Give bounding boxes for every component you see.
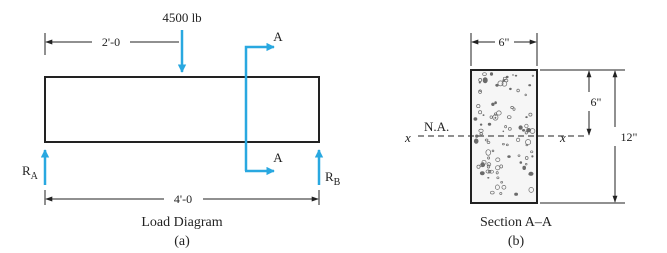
aggregate-particle	[531, 155, 533, 157]
aggregate-particle	[480, 171, 485, 175]
half-depth-dimension	[589, 71, 602, 135]
aggregate-particle	[474, 139, 479, 144]
point-load	[162, 10, 201, 72]
axis-right-label: x	[560, 130, 566, 145]
aggregate-particle	[479, 82, 481, 84]
aggregate-particle	[522, 166, 526, 170]
aggregate-particle	[515, 75, 517, 77]
load-label: 4500 lb	[162, 10, 202, 25]
aggregate-particle	[509, 88, 512, 90]
aggregate-particle	[474, 117, 478, 120]
aggregate-particle	[488, 123, 491, 126]
aggregate-particle	[529, 172, 534, 176]
axis-left-label: x	[405, 130, 411, 145]
aggregate-particle	[512, 74, 514, 75]
aggregate-particle	[526, 128, 531, 132]
load-diagram	[22, 10, 341, 249]
aggregate-particle	[520, 161, 523, 164]
aggregate-particle	[494, 101, 497, 104]
reaction-right	[319, 150, 341, 188]
load-offset-dimension	[45, 33, 179, 55]
aggregate-particle	[495, 117, 497, 119]
reaction-left	[22, 150, 45, 185]
section-mark-top: A	[273, 29, 283, 44]
section-a-a	[404, 33, 638, 249]
aggregate-particle	[528, 84, 531, 86]
aggregate-particle	[490, 72, 493, 75]
aggregate-particle	[495, 84, 498, 87]
reaction-right-label: $R_B$	[325, 169, 341, 188]
beam	[45, 77, 319, 142]
caption-section: Section A–A	[480, 215, 552, 230]
caption-sub-b: (b)	[507, 234, 525, 249]
aggregate-particle	[483, 114, 485, 116]
aggregate-particle	[487, 177, 489, 179]
section-mark-bottom: A	[273, 150, 283, 165]
span-label: 4'-0	[173, 192, 193, 206]
aggregate-particle	[519, 125, 523, 129]
span-dimension	[45, 190, 319, 206]
load-offset-label: 2'-0	[101, 35, 121, 49]
aggregate-particle	[525, 116, 527, 118]
aggregate-particle	[507, 155, 510, 158]
aggregate-particle	[483, 77, 488, 83]
depth-label: 12"	[620, 130, 638, 144]
aggregate-particle	[480, 124, 482, 126]
aggregate-particle	[475, 135, 478, 138]
reaction-left-label: $R_A$	[22, 163, 38, 182]
depth-dimension	[615, 71, 638, 202]
section-cut-top-arrow	[246, 47, 274, 130]
width-dimension	[471, 33, 537, 66]
aggregate-particle	[514, 193, 518, 196]
aggregate-particle	[481, 162, 485, 166]
aggregate-particle	[491, 103, 494, 106]
half-depth-label: 6"	[590, 95, 602, 109]
aggregate-particle	[522, 129, 525, 132]
neutral-axis-label: N.A.	[424, 119, 450, 134]
caption-sub-a: (a)	[174, 234, 190, 249]
width-label: 6"	[498, 35, 510, 49]
caption-load-diagram: Load Diagram	[141, 215, 223, 230]
section-cut-a-a	[245, 29, 283, 171]
aggregate-particle	[503, 131, 505, 133]
